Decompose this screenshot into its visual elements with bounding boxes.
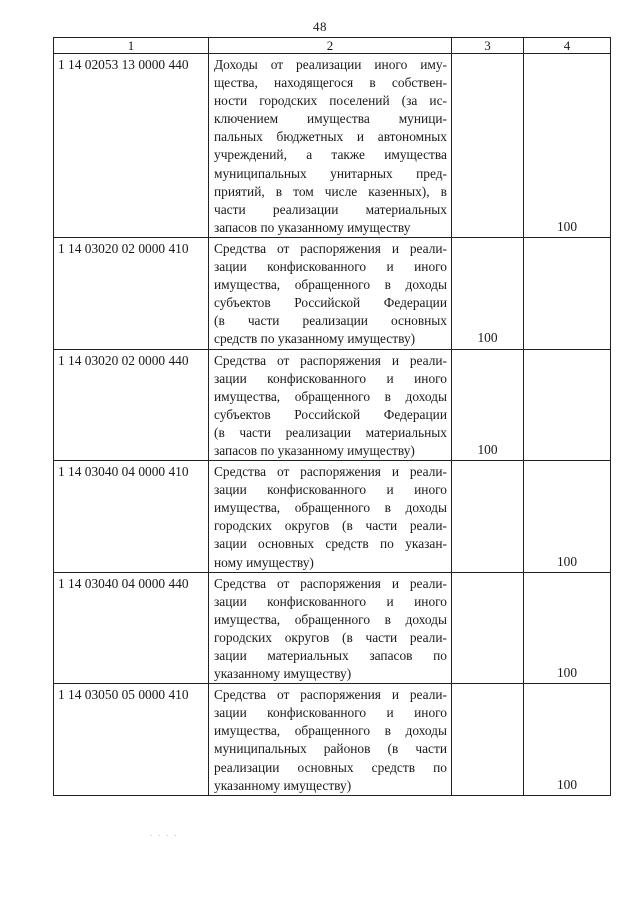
table-header-row — [54, 38, 611, 54]
description-line: запасов по указанному имуществу — [214, 219, 411, 235]
description-cell — [209, 461, 452, 573]
column-header-1: 1 — [54, 38, 209, 54]
description-line: части реализации материальных — [214, 201, 447, 217]
description-line: субъектов Российской Федерации — [214, 295, 447, 311]
budget-code-cell: 1 14 03020 02 0000 440 — [54, 349, 209, 461]
description-line: имущества, обращенного в доходы — [214, 277, 447, 293]
description-line: зации конфискованного и иного — [214, 705, 447, 721]
description-line: городских округов (в части реали- — [214, 518, 447, 534]
description-line: реализации основных средств по — [214, 759, 447, 775]
description-line: Средства от распоряжения и реали- — [214, 575, 447, 591]
column-4-value-cell — [524, 237, 611, 349]
description-line: зации материальных запасов по — [214, 648, 447, 663]
description-line: Средства от распоряжения и реали- — [214, 464, 447, 480]
description-line: щества, находящегося в собствен- — [214, 75, 447, 91]
column-3-value: 100 — [477, 441, 498, 457]
description-line: имущества, обращенного в доходы — [214, 611, 447, 627]
column-4-value-cell — [524, 684, 611, 796]
column-header-2: 2 — [209, 38, 452, 54]
column-3-value-cell — [452, 684, 524, 796]
table-row — [54, 572, 611, 684]
description-cell — [209, 237, 452, 349]
budget-code-cell: 1 14 03020 02 0000 410 — [54, 237, 209, 349]
description-line: зации основных средств по указан- — [214, 536, 447, 552]
column-3-value-cell — [452, 572, 524, 684]
column-3-value-cell — [452, 349, 524, 461]
description-line: средств по указанному имуществу) — [214, 331, 416, 347]
column-4-value: 100 — [556, 776, 578, 792]
description-cell — [209, 572, 452, 684]
column-4-value-cell — [524, 572, 611, 684]
column-3-value-cell — [452, 237, 524, 349]
description-line: имущества, обращенного в доходы — [214, 723, 447, 739]
description-line: Средства от распоряжения и реали- — [214, 687, 447, 703]
description-line: зации конфискованного и иного — [214, 482, 447, 498]
description-line: запасов по указанному имуществу) — [214, 442, 415, 458]
description-line: ности городских поселений (за ис- — [214, 93, 447, 109]
description-line: ключением имущества муници- — [214, 111, 447, 127]
description-line: (в части реализации основных — [214, 313, 447, 329]
table-row — [54, 461, 611, 573]
budget-code-cell: 1 14 03050 05 0000 410 — [54, 684, 209, 796]
budget-code-cell: 1 14 03040 04 0000 440 — [54, 572, 209, 684]
table-row — [54, 684, 611, 796]
description-line: (в части реализации материальных — [214, 424, 447, 440]
column-4-value-cell — [524, 54, 611, 238]
description-line: зации конфискованного и иного — [214, 259, 447, 275]
column-header-4: 4 — [524, 38, 611, 54]
description-line: городских округов (в части реали- — [214, 629, 447, 645]
description-cell — [209, 684, 452, 796]
description-line: указанному имуществу) — [214, 777, 352, 793]
description-line: Доходы от реализации иного иму- — [214, 57, 447, 72]
description-line: пальных бюджетных и автономных — [214, 129, 447, 145]
description-line: субъектов Российской Федерации — [214, 406, 447, 422]
description-line: Средства от распоряжения и реали- — [214, 240, 447, 256]
scan-artifact-mark: · · · · — [150, 832, 179, 840]
column-3-value-cell — [452, 54, 524, 238]
description-line: зации конфискованного и иного — [214, 370, 447, 386]
description-line: указанному имуществу) — [214, 666, 352, 682]
column-3-value-cell — [452, 461, 524, 573]
description-line: зации конфискованного и иного — [214, 593, 447, 609]
revenue-table — [53, 37, 611, 796]
description-line: муниципальных районов (в части — [214, 741, 447, 757]
description-line: учреждений, а также имущества — [214, 147, 447, 163]
table-row — [54, 237, 611, 349]
description-line: Средства от распоряжения и реали- — [214, 352, 447, 368]
budget-code-cell: 1 14 02053 13 0000 440 — [54, 54, 209, 238]
table-row — [54, 349, 611, 461]
description-line: ному имуществу) — [214, 554, 314, 570]
table-row — [54, 54, 611, 238]
page-number: 48 — [313, 19, 327, 34]
description-line: имущества, обращенного в доходы — [214, 500, 447, 516]
column-3-value: 100 — [477, 330, 498, 346]
column-4-value: 100 — [556, 218, 578, 234]
column-4-value-cell — [524, 461, 611, 573]
column-4-value: 100 — [556, 553, 578, 569]
description-line: муниципальных унитарных пред- — [214, 165, 447, 181]
column-header-3: 3 — [452, 38, 524, 54]
budget-code-cell: 1 14 03040 04 0000 410 — [54, 461, 209, 573]
description-line: приятий, в том числе казенных), в — [214, 183, 447, 199]
description-cell — [209, 54, 452, 238]
column-4-value-cell — [524, 349, 611, 461]
description-line: имущества, обращенного в доходы — [214, 388, 447, 404]
description-cell — [209, 349, 452, 461]
column-4-value: 100 — [556, 665, 578, 681]
